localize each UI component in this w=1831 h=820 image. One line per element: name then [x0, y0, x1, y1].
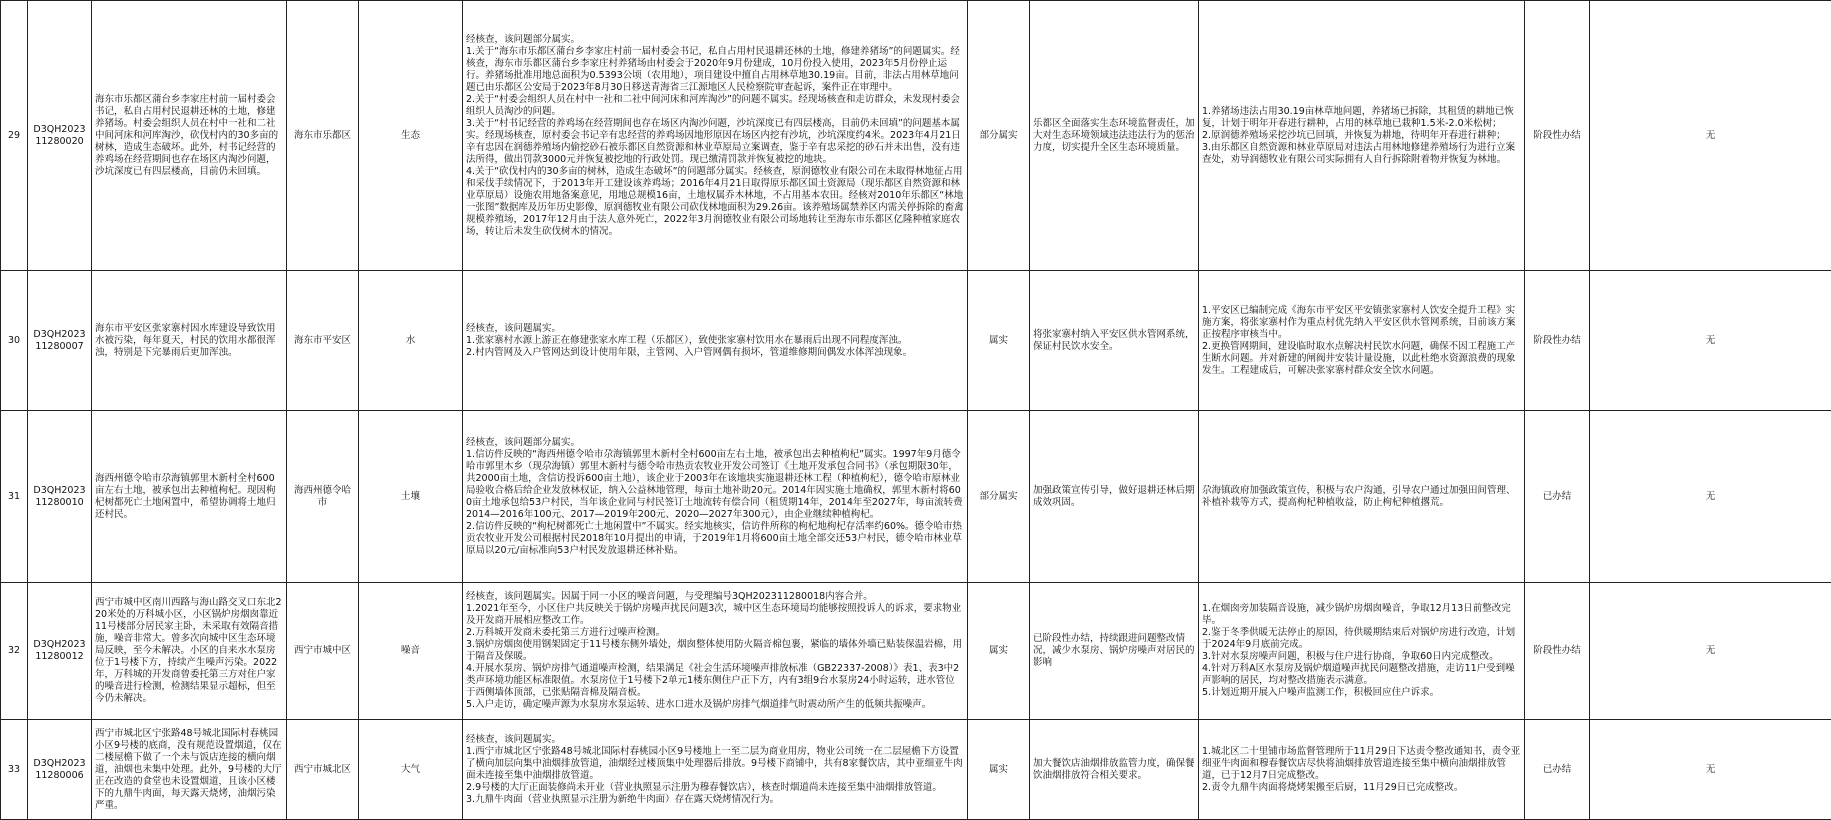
case-code: D3QH202311280010	[28, 411, 92, 583]
row-index: 32	[1, 583, 28, 720]
accountability: 无	[1590, 411, 1831, 583]
verification-result: 属实	[968, 583, 1030, 720]
investigation-findings: 经核查，该问题属实。 1.张家寨村水源上游正在修建张家水库工程（乐都区），致使张家寨村饮用水在暴雨后出现不同程度浑浊。 2.村内管网及入户管网达到设计使用年限，主管网、入户管网偶有损坏，管道维修期间偶发水体浑浊现象。	[463, 271, 968, 411]
table-row	[1, 720, 1831, 820]
completion-status: 已办结	[1525, 720, 1590, 820]
table-row	[1, 583, 1831, 720]
investigation-findings: 经核查，该问题属实。因属于同一小区的噪音问题，与受理编号3QH202311280018内容合并。 1.2021年至今，小区住户共反映关于锅炉房噪声扰民问题3次，城中区生态环境局均能够按照投诉人的诉求，要求物业及开发商开展相应整改工作。 2.万科城开发商未委托第三方进行过噪声检测。 3.锅炉房烟囱使用钢架固定于11号楼东侧外墙处，烟囱整体使用防火隔音棉包裹，紧临的墙体外墙已贴装保温岩棉，用于隔音及保暖。 4.开展水泵房、锅炉房排气通道噪声检测，结果满足《社会生活环境噪声排放标准（GB22337-2008）》表1、表3中2类声环境功能区标准限值。水泵房位于1号楼下2单元1楼东侧住户正下方，内有3组9台水泵房24小时运转，进水管位于西侧墙体顶部，已张贴隔音棉及隔音板。 5.入户走访，确定噪声源为水泵房水泵运转、进水口进水及锅炉房排气烟道排气时震动所产生的低频共振噪声。	[463, 583, 968, 720]
region: 西宁市城中区	[287, 583, 359, 720]
region: 西宁市城北区	[287, 720, 359, 820]
handling-measures: 已阶段性办结，持续跟进问题整改情况，减少水泵房、锅炉房噪声对居民的影响	[1030, 583, 1199, 720]
investigation-findings: 经核查，该问题属实。 1.西宁市城北区宁张路48号城北国际村春桃园小区9号楼地上一至二层为商业用房，物业公司统一在二层屋檐下方设置了横向加层向集中油烟排放管道，油烟经过楼顶集中处理器后排放。9号楼下商铺中，共有8家餐饮店，其中亚细亚牛肉面未连接至集中油烟排放管道。 2.9号楼的大厅正面装修尚未开业（营业执照显示注册为穆春餐饮店），核查时烟道尚未连接至集中油烟排放管道。 3.九鼎牛肉面（营业执照显示注册为新绝牛肉面）存在露天烧烤情况行为。	[463, 720, 968, 820]
region: 海东市平安区	[287, 271, 359, 411]
complaint-content: 西宁市城北区宁张路48号城北国际村春桃园小区9号楼的底商，没有规范设置烟道，仅在二楼屋檐下做了一个未与饭店连接的横向烟道，油烟也未集中处理。此外，9号楼的大厅正在改造的食堂也未设置烟道，且该小区楼下的九鼎牛肉面，每天露天烧烤，油烟污染严重。	[92, 720, 287, 820]
accountability: 无	[1590, 1, 1831, 271]
investigation-findings: 经核查，该问题部分属实。 1.信访件反映的“海西州德令哈市尕海镇郭里木新村全村600亩左右土地，被承包出去种植枸杞”属实。1997年9月德令哈市郭里木乡（现尕海镇）郭里木新村与德令哈市热贡农牧业开发公司签订《土地开发承包合同书》（承包期限30年，共2000亩土地，含信访投诉600亩土地），该企业于2003年在该地块实施退耕还林工程（种植枸杞），德令哈市原林业局验收合格后给企业发放林权证，纳入公益林地管理，每亩土地补助20元。2014年因实施土地确权，郭里木新村将600亩土地承包给53户村民，当年该企业同与村民签订土地流转有偿合同（租赁期14年，2014年至2027年，每亩流转费2014—2016年100元、2017—2019年200元、2020—2027年300元），由企业继续种植枸杞。 2.信访件反映的“枸杞树都死亡土地闲置中”不属实。经实地核实，信访件所称的枸杞地枸杞存活率约60%。德令哈市热贡农牧业开发公司根据村民2018年10月提出的申请，于2019年1月将600亩土地全部交还53户村民，德令哈市林业草原局以20元/亩标准向53户村民发放退耕还林补贴。	[463, 411, 968, 583]
verification-result: 属实	[968, 720, 1030, 820]
accountability: 无	[1590, 271, 1831, 411]
verification-result: 部分属实	[968, 1, 1030, 271]
rectification-progress: 1.养猪场违法占用30.19亩林草地问题，养猪场已拆除，其租赁的耕地已恢复，计划于明年开春进行耕种，占用的林草地已栽种1.5米-2.0米松树； 2.原润德养殖场采挖沙坑已回填，并恢复为耕地，待明年开春进行耕种； 3.由乐都区自然资源和林业草原局对违法占用林地修建养殖场行为进行立案查处，劝导润德牧业有限公司实际拥有人自行拆除附着物并恢复为林地。	[1199, 1, 1525, 271]
complaint-content: 海东市乐都区蒲台乡李家庄村前一届村委会书记，私自占用村民退耕还林的土地，修建养猪场。村委会组织人员在村中一社和二社中间河床和河库淘沙，砍伐村内的30多亩的树林，造成生态破坏。此外，村书记经营的养鸡场在经营期间也存在场区内淘沙问题，沙坑深度已有四层楼高，目前仍未回填。	[92, 1, 287, 271]
complaint-content: 西宁市城中区南川西路与海山路交叉口东北220米处的万科城小区，小区锅炉房烟囱靠近11号楼部分居民家主卧，未采取有效隔音措施，噪音非常大。曾多次向城中区生态环境局反映，至今未解决。小区的自来水水泵房位于1号楼下方，持续产生噪声污染。2022年，万科城的开发商曾委托第三方对住户家的噪音进行检测，检测结果显示超标，但至今仍未解决。	[92, 583, 287, 720]
investigation-findings: 经核查，该问题部分属实。 1.关于“海东市乐都区蒲台乡李家庄村前一届村委会书记，私自占用村民退耕还林的土地，修建养猪场”的问题属实。经核查，海东市乐都区蒲台乡李家庄村养猪场由村委会于2020年9月份建成，10月份投入使用，2023年5月份停止运行。养猪场批准用地总面积为0.5393公顷（农用地），项目建设中擅自占用林草地30.19亩。目前，非法占用林草地问题已由乐都区公安局于2023年8月30日移送青海省三江源地区人民检察院审查起诉，案件正在审理中。 2.关于“村委会组织人员在村中一社和二社中间河床和河库淘沙”的问题不属实。经现场核查和走访群众，未发现村委会组织人员淘沙的问题。 3.关于“村书记经营的养鸡场在经营期间也存在场区内淘沙问题，沙坑深度已有四层楼高，目前仍未回填”的问题基本属实。经现场核查，原村委会书记辛有忠经营的养鸡场因地形原因在场区内挖有沙坑，沙坑深度约4米。2023年4月21日辛有忠因在润德养殖场内偷挖砂石被乐都区自然资源和林业草原局立案调查，鉴于辛有忠采挖的砂石并未出售，没有违法所得，做出罚款3000元并恢复被挖地的行政处罚。现已缴清罚款并恢复被挖的地块。 4.关于“砍伐村内的30多亩的树林，造成生态破坏”的问题部分属实。经核查，原润德牧业有限公司在未取得林地征占用和采伐手续情况下，于2013年开工建设该养鸡场；2016年4月21日取得原乐都区国土资源局（现乐都区自然资源和林业草原局）设施农用地备案意见，用地总规模16亩，土地权属乔木林地，不占用基本农田。经核对2010年乐都区“林地一张图”数据库及历年历史影像，原润德牧业有限公司砍伐林地面积为29.26亩。该养殖场属禁养区内需关停拆除的畜禽规模养殖场，2017年12月由于法人意外死亡，2022年3月润德牧业有限公司场地转让至海东市乐都区亿隆种植家庭农场，转让后未发生砍伐树木的情况。	[463, 1, 968, 271]
case-code: D3QH202311280007	[28, 271, 92, 411]
rectification-progress: 1.平安区已编制完成《海东市平安区平安镇张家寨村人饮安全提升工程》实施方案，将张家寨村作为重点村优先纳入平安区供水管网系统，目前该方案正按程序审核当中。 2.更换管网期间，建设临时取水点解决村民饮水问题，确保不因工程施工产生断水问题。并对新建的闸阀井安装计量设施，以此杜绝水资源浪费的现象发生。工程建成后，可解决张家寨村群众安全饮水问题。	[1199, 271, 1525, 411]
category: 噪音	[359, 583, 463, 720]
rectification-progress: 1.城北区二十里铺市场监督管理所于11月29日下达责令整改通知书，责令亚细亚牛肉面和穆春餐饮店尽快将油烟排放管道连接至集中横向油烟排放管道，已于12月7日完成整改。 2.责令九鼎牛肉面将烧烤架搬至后厨，11月29日已完成整改。	[1199, 720, 1525, 820]
accountability: 无	[1590, 720, 1831, 820]
region: 海东市乐都区	[287, 1, 359, 271]
case-code: D3QH202311280020	[28, 1, 92, 271]
table-row	[1, 271, 1831, 411]
completion-status: 阶段性办结	[1525, 271, 1590, 411]
verification-result: 部分属实	[968, 411, 1030, 583]
rectification-progress: 1.在烟囱旁加装隔音设施，减少锅炉房烟囱噪音，争取12月13日前整改完毕。 2.鉴于冬季供暖无法停止的原因，待供暖期结束后对锅炉房进行改造，计划于2024年9月底前完成。 3.针对水泵房噪声问题，积极与住户进行协商，争取60日内完成整改。 4.针对万科A区水泵房及锅炉烟道噪声扰民问题整改措施，走访11户受到噪声影响的居民，均对整改措施表示满意。 5.计划近期开展入户噪声监测工作，积极回应住户诉求。	[1199, 583, 1525, 720]
handling-measures: 乐都区全面落实生态环境监督责任，加大对生态环境领域违法违法行为的惩治力度，切实提升全区生态环境质量。	[1030, 1, 1199, 271]
table-row	[1, 1, 1831, 271]
accountability: 无	[1590, 583, 1831, 720]
verification-result: 属实	[968, 271, 1030, 411]
region: 海西州德令哈市	[287, 411, 359, 583]
completion-status: 阶段性办结	[1525, 1, 1590, 271]
category: 大气	[359, 720, 463, 820]
handling-measures: 加强政策宣传引导，做好退耕还林后期成效巩固。	[1030, 411, 1199, 583]
row-index: 33	[1, 720, 28, 820]
category: 生态	[359, 1, 463, 271]
row-index: 30	[1, 271, 28, 411]
rectification-progress: 尕海镇政府加强政策宣传，积极与农户沟通，引导农户通过加强田间管理、补植补栽等方式，提高枸杞种植收益，防止枸杞种植撂荒。	[1199, 411, 1525, 583]
case-code: D3QH202311280006	[28, 720, 92, 820]
handling-measures: 加大餐饮店油烟排放监管力度，确保餐饮油烟排放符合相关要求。	[1030, 720, 1199, 820]
complaint-content: 海东市平安区张家寨村因水库建设导致饮用水被污染，每年夏天，村民的饮用水都很浑浊，特别是下完暴雨后更加浑浊。	[92, 271, 287, 411]
completion-status: 阶段性办结	[1525, 583, 1590, 720]
case-code: D3QH202311280012	[28, 583, 92, 720]
handling-measures: 将张家寨村纳入平安区供水管网系统，保证村民饮水安全。	[1030, 271, 1199, 411]
completion-status: 已办结	[1525, 411, 1590, 583]
row-index: 31	[1, 411, 28, 583]
table-row	[1, 411, 1831, 583]
category: 水	[359, 271, 463, 411]
row-index: 29	[1, 1, 28, 271]
complaint-content: 海西州德令哈市尕海镇郭里木新村全村600亩左右土地，被承包出去种植枸杞。现因枸杞树都死亡土地闲置中，希望协调将土地归还村民。	[92, 411, 287, 583]
category: 土壤	[359, 411, 463, 583]
